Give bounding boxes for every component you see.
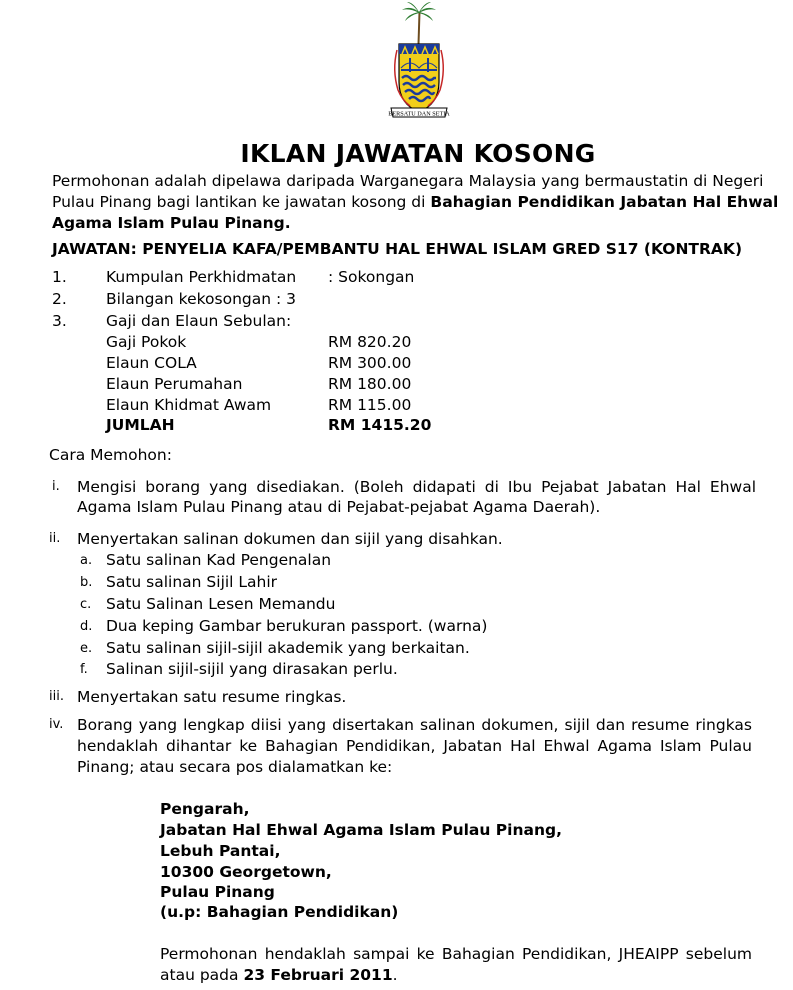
sub-item-num: c. xyxy=(80,597,92,612)
crest-motto: BERSATU DAN SETIA xyxy=(388,110,450,118)
address-line: Pulau Pinang xyxy=(160,883,275,901)
sub-item-text: Satu salinan Sijil Lahir xyxy=(106,573,278,591)
address-line: Lebuh Pantai, xyxy=(160,842,281,860)
detail-label: Kumpulan Perkhidmatan xyxy=(106,268,297,286)
intro-line-2 xyxy=(52,192,778,212)
salary-total-label: JUMLAH xyxy=(106,416,175,434)
sub-item-num: a. xyxy=(80,553,93,568)
address-line: Jabatan Hal Ehwal Agama Islam Pulau Pinang, xyxy=(160,821,562,839)
intro-line-3: Agama Islam Pulau Pinang. xyxy=(52,214,291,232)
sub-item-text: Satu Salinan Lesen Memandu xyxy=(106,595,336,613)
step-num: i. xyxy=(52,479,60,494)
sub-item-num: f. xyxy=(80,662,88,677)
deadline-text: Permohonan hendaklah sampai ke Bahagian Pendidikan, JHEAIPP sebelum atau pada xyxy=(160,945,752,984)
salary-amount: RM 300.00 xyxy=(328,354,412,372)
salary-label: Elaun Khidmat Awam xyxy=(106,396,272,414)
step-i-text: Mengisi borang yang disediakan. (Boleh didapati di Ibu Pejabat Jabatan Hal Ehwal Agama Islam Pulau Pinang atau di Pejabat-pejabat Agama Daerah). xyxy=(77,478,756,516)
palm-tree-icon xyxy=(402,2,436,44)
step-ii-text: Menyertakan salinan dokumen dan sijil yang disahkan. xyxy=(77,530,503,548)
address-line: 10300 Georgetown, xyxy=(160,863,332,881)
address-line: Pengarah, xyxy=(160,800,250,818)
penang-crest-logo xyxy=(388,0,450,128)
position-heading: JAWATAN: PENYELIA KAFA/PEMBANTU HAL EHWAL ISLAM GRED S17 (KONTRAK) xyxy=(52,240,743,258)
step-num: ii. xyxy=(49,531,61,546)
sub-item-num: b. xyxy=(80,575,93,590)
salary-label: Elaun Perumahan xyxy=(106,375,243,393)
detail-num: 3. xyxy=(52,312,67,330)
sub-item-num: d. xyxy=(80,619,93,634)
intro-department-bold: Bahagian Pendidikan Jabatan Hal Ehwal xyxy=(430,193,779,211)
intro-line-2-text: Pulau Pinang bagi lantikan ke jawatan kosong di xyxy=(52,193,431,211)
detail-label: Bilangan kekosongan : 3 xyxy=(106,290,297,308)
deadline-end: . xyxy=(392,966,398,984)
motto-ribbon xyxy=(388,108,450,118)
step-num: iii. xyxy=(49,689,64,704)
deadline-paragraph xyxy=(160,944,752,986)
detail-num: 2. xyxy=(52,290,67,308)
salary-amount: RM 180.00 xyxy=(328,375,412,393)
detail-label: Gaji dan Elaun Sebulan: xyxy=(106,312,292,330)
salary-total-amount: RM 1415.20 xyxy=(328,416,432,434)
step-iv-text: Borang yang lengkap diisi yang disertakan salinan dokumen, sijil dan resume ringkas hendaklah dihantar ke Bahagian Pendidikan, Jabatan Hal Ehwal Agama Islam Pulau Pinang; atau secara pos dialamatkan ke: xyxy=(77,716,752,776)
sub-item-text: Dua keping Gambar berukuran passport. (warna) xyxy=(106,617,488,635)
salary-amount: RM 820.20 xyxy=(328,333,412,351)
salary-label: Elaun COLA xyxy=(106,354,197,372)
detail-value: : Sokongan xyxy=(328,268,415,286)
address-line: (u.p: Bahagian Pendidikan) xyxy=(160,903,399,921)
page-title: IKLAN JAWATAN KOSONG xyxy=(240,139,596,168)
step-num: iv. xyxy=(49,717,64,732)
step-iii-text: Menyertakan satu resume ringkas. xyxy=(77,688,347,706)
sub-item-text: Satu salinan Kad Pengenalan xyxy=(106,551,332,569)
how-to-apply-heading: Cara Memohon: xyxy=(49,446,172,464)
sub-item-num: e. xyxy=(80,641,93,656)
deadline-date: 23 Februari 2011 xyxy=(243,966,393,984)
salary-label: Gaji Pokok xyxy=(106,333,187,351)
sub-item-text: Salinan sijil-sijil yang dirasakan perlu. xyxy=(106,660,398,678)
sub-item-text: Satu salinan sijil-sijil akademik yang berkaitan. xyxy=(106,639,470,657)
salary-amount: RM 115.00 xyxy=(328,396,412,414)
intro-line-1: Permohonan adalah dipelawa daripada Warganegara Malaysia yang bermaustatin di Negeri xyxy=(52,172,764,190)
detail-num: 1. xyxy=(52,268,67,286)
